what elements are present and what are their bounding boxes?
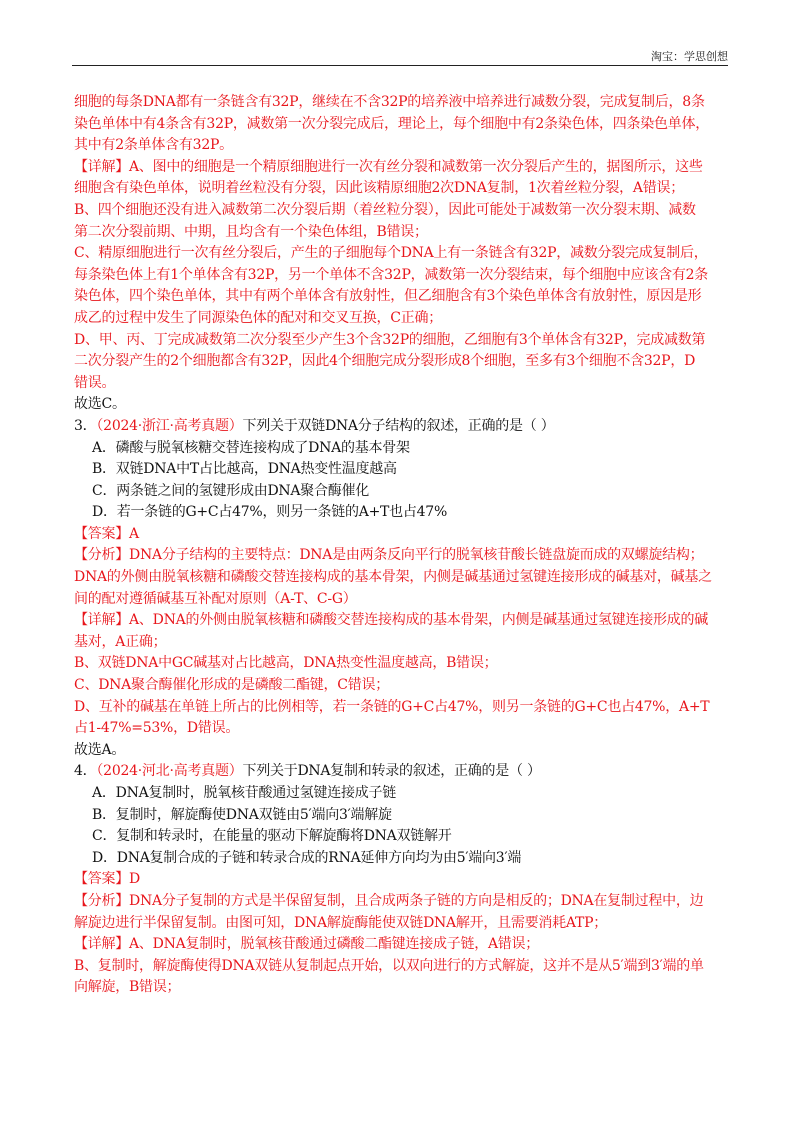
answer-text-line: 其中有2条单体含有32P。 [74, 137, 233, 154]
answer-text-line: 【详解】A、图中的细胞是一个精原细胞进行一次有丝分裂和减数第一次分裂后产生的，据图所示，这些 [74, 158, 703, 175]
question-option: A．DNA复制时，脱氧核苷酸通过氢键连接成子链 [92, 785, 396, 801]
answer-text-line: 间的配对遵循碱基互补配对原则（A-T、C-G） [74, 590, 357, 607]
conclusion-line: 故选C。 [74, 396, 126, 413]
question-option: B．复制时，解旋酶使DNA双链由5′端向3′端解旋 [92, 806, 392, 823]
question-option: C．复制和转录时，在能量的驱动下解旋酶将DNA双链解开 [92, 828, 452, 845]
question-option: B．双链DNA中T占比越高，DNA热变性温度越高 [92, 461, 397, 478]
question-stem [74, 416, 734, 438]
answer-text-line: 解旋边进行半保留复制。由图可知，DNA解旋酶能使双链DNA解开，且需要消耗ATP； [74, 914, 608, 931]
header-divider [72, 65, 728, 66]
question-text: 下列关于DNA复制和转录的叙述，正确的是（ ） [242, 763, 541, 780]
answer-text-line: 染色体，四个染色单体，其中有两个单体含有放射性，但乙细胞含有3个染色单体含有放射性，原因是形 [74, 288, 702, 305]
question-source: （2024·河北·高考真题） [96, 763, 243, 780]
page-header: 淘宝：学思创想 [651, 50, 728, 63]
answer-text-line: DNA的外侧由脱氧核糖和磷酸交替连接构成的基本骨架，内侧是碱基通过氢键连接形成的碱基对，碱基之 [74, 569, 712, 586]
answer-text-line: C、精原细胞进行一次有丝分裂后，产生的子细胞每个DNA上有一条链含有32P，减数分裂完成复制后， [74, 245, 708, 262]
answer-text-line: 【分析】DNA分子结构的主要特点：DNA是由两条反向平行的脱氧核苷酸长链盘旋而成的双螺旋结构； [74, 547, 704, 564]
question-option: D．DNA复制合成的子链和转录合成的RNA延伸方向均为由5′端向3′端 [92, 849, 522, 866]
answer-text-line: B、复制时，解旋酶使得DNA双链从复制起点开始，以双向进行的方式解旋，这并不是从5′端到3′端的单 [74, 957, 704, 974]
answer-text-line: 细胞的每条DNA都有一条链含有32P，继续在不含32P的培养液中培养进行减数分裂，完成复制后，8条 [74, 94, 705, 110]
question-option: C．两条链之间的氢键形成由DNA聚合酶催化 [92, 482, 370, 499]
answer-text-line: 【分析】DNA分子复制的方式是半保留复制，且合成两条子链的方向是相反的；DNA在复制过程中，边 [74, 892, 704, 909]
answer-text-line: 基对，A正确； [74, 633, 167, 650]
question-source: （2024·浙江·高考真题） [96, 417, 243, 434]
question-number: 3． [74, 417, 97, 434]
answer-text-line: 占1-47%=53%，D错误。 [74, 720, 240, 737]
answer-text-line: B、四个细胞还没有进入减数第二次分裂后期（着丝粒分裂），因此可能处于减数第一次分裂末期、减数 [74, 201, 696, 218]
answer-text-line: D、甲、丙、丁完成减数第二次分裂至少产生3个含32P的细胞，乙细胞有3个单体含有32P，完成减数第 [74, 331, 706, 348]
answer-text-line: 【详解】A、DNA的外侧由脱氧核糖和磷酸交替连接构成的基本骨架，内侧是碱基通过氢键连接形成的碱 [74, 612, 708, 629]
question-option: D．若一条链的G+C占47%，则另一条链的A+T也占47% [92, 504, 448, 521]
answer-text-line: 成乙的过程中发生了同源染色体的配对和交叉互换，C正确； [74, 309, 442, 326]
question-stem [74, 761, 734, 783]
conclusion-line: 故选A。 [74, 741, 126, 758]
answer-text-line: 错误。 [74, 374, 116, 391]
answer-text-line: 向解旋，B错误； [74, 979, 181, 996]
answer-text-line: 细胞含有染色单体，说明着丝粒没有分裂，因此该精原细胞2次DNA复制，1次着丝粒分裂，A错误； [74, 180, 685, 197]
question-option: A．磷酸与脱氧核糖交替连接构成了DNA的基本骨架 [92, 439, 410, 456]
question-number: 4． [74, 763, 97, 780]
answer-text-line: 第二次分裂前期、中期，且均含有一个染色体组，B错误； [74, 223, 428, 240]
answer-text-line: B、双链DNA中GC碱基对占比越高，DNA热变性温度越高，B错误； [74, 655, 498, 672]
answer-text-line: C、DNA聚合酶催化形成的是磷酸二酯键，C错误； [74, 677, 390, 694]
document-body [74, 92, 734, 999]
answer-text-line: 【详解】A、DNA复制时，脱氧核苷酸通过磷酸二酯键连接成子链，A错误； [74, 936, 540, 953]
answer-text-line: 二次分裂产生的2个细胞都含有32P，因此4个细胞完成分裂形成8个细胞，至多有3个细胞不含32P，D [74, 353, 696, 370]
answer-text-line: 【答案】A [74, 525, 139, 542]
answer-text-line: 染色单体中有4条含有32P，减数第一次分裂完成后，理论上，每个细胞中有2条染色体，四条染色单体， [74, 115, 710, 132]
answer-text-line: D、互补的碱基在单链上所占的比例相等，若一条链的G+C占47%，则另一条链的G+C也占47%，A+T [74, 698, 710, 715]
answer-text-line: 【答案】D [74, 871, 140, 888]
question-text: 下列关于双链DNA分子结构的叙述，正确的是（ ） [242, 417, 555, 434]
answer-text-line: 每条染色体上有1个单体含有32P，另一个单体不含32P，减数第一次分裂结束，每个细胞中应该含有2条 [74, 266, 709, 283]
